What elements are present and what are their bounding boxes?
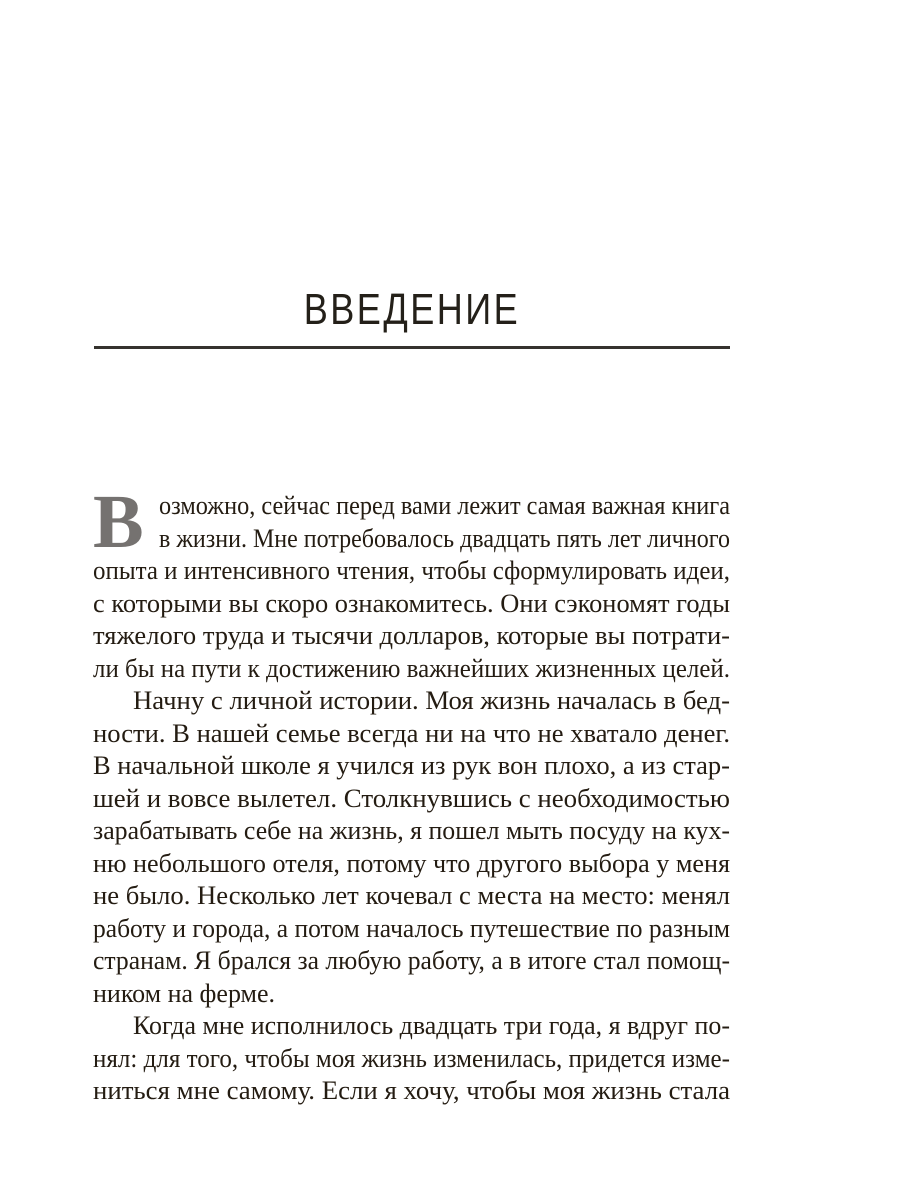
text-line [93, 588, 730, 621]
chapter-title: ВВЕДЕНИЕ [303, 285, 520, 334]
text-line [93, 978, 730, 1011]
drop-cap: В [93, 480, 144, 564]
text-line [93, 783, 730, 816]
text-line-content: шей и вовсе вылетел. Столкнувшись с необходимостью [93, 783, 730, 813]
text-line [93, 718, 730, 751]
title-divider [94, 346, 730, 349]
text-line [93, 685, 730, 718]
chapter-title-wrap [93, 285, 730, 334]
text-line [93, 1010, 730, 1043]
text-line [159, 490, 730, 523]
text-line-content: озможно, сейчас перед вами лежит самая важная книга [159, 491, 730, 520]
text-line-content: опыта и интенсивного чтения, чтобы сформулировать идеи, [93, 556, 730, 585]
text-line-content: ности. В нашей семье всегда ни на что не хватало денег. [93, 718, 730, 748]
text-line [93, 1043, 730, 1076]
text-line-content: не было. Несколько лет кочевал с места на место: менял [93, 881, 730, 910]
text-line-content: с которыми вы скоро ознакомитесь. Они сэкономят годы [93, 588, 730, 618]
text-line-content: ли бы на пути к достижению важнейших жизненных целей. [93, 653, 730, 683]
text-line-content: ником на ферме. [93, 978, 276, 1008]
text-line [93, 848, 730, 881]
text-line [93, 1075, 730, 1108]
text-line [93, 750, 730, 783]
text-line-content: в жизни. Мне потребовалось двадцать пять лет личного [159, 523, 730, 553]
text-line-content: работу и города, а потом началось путешествие по разным [93, 913, 730, 943]
text-line [93, 620, 730, 653]
text-line-content: зарабатывать себе на жизнь, я пошел мыть посуду на кух- [93, 816, 730, 845]
text-line-content: странам. Я брался за любую работу, а в итоге стал помощ- [93, 946, 730, 975]
body-text [93, 480, 730, 1108]
paragraphs-container [93, 480, 730, 1108]
text-line [93, 913, 730, 946]
text-line [159, 523, 730, 556]
text-line [93, 815, 730, 848]
text-line-content: В начальной школе я учился из рук вон плохо, а из стар- [93, 751, 730, 780]
text-line [93, 880, 730, 913]
text-line-content: ниться мне самому. Если я хочу, чтобы моя жизнь стала [93, 1076, 730, 1105]
text-line [93, 945, 730, 978]
text-line-content: нял: для того, чтобы моя жизнь изменилась, придется изме- [93, 1043, 730, 1073]
text-line [93, 653, 730, 686]
text-line-content: ню небольшого отеля, потому что другого выбора у меня [93, 848, 730, 878]
text-line-content: тяжелого труда и тысячи долларов, которые вы потрати- [93, 621, 730, 650]
text-line-content: Начну с личной истории. Моя жизнь началась в бед- [133, 686, 730, 715]
text-line-content: Когда мне исполнилось двадцать три года, я вдруг по- [133, 1011, 730, 1040]
text-line [93, 555, 730, 588]
